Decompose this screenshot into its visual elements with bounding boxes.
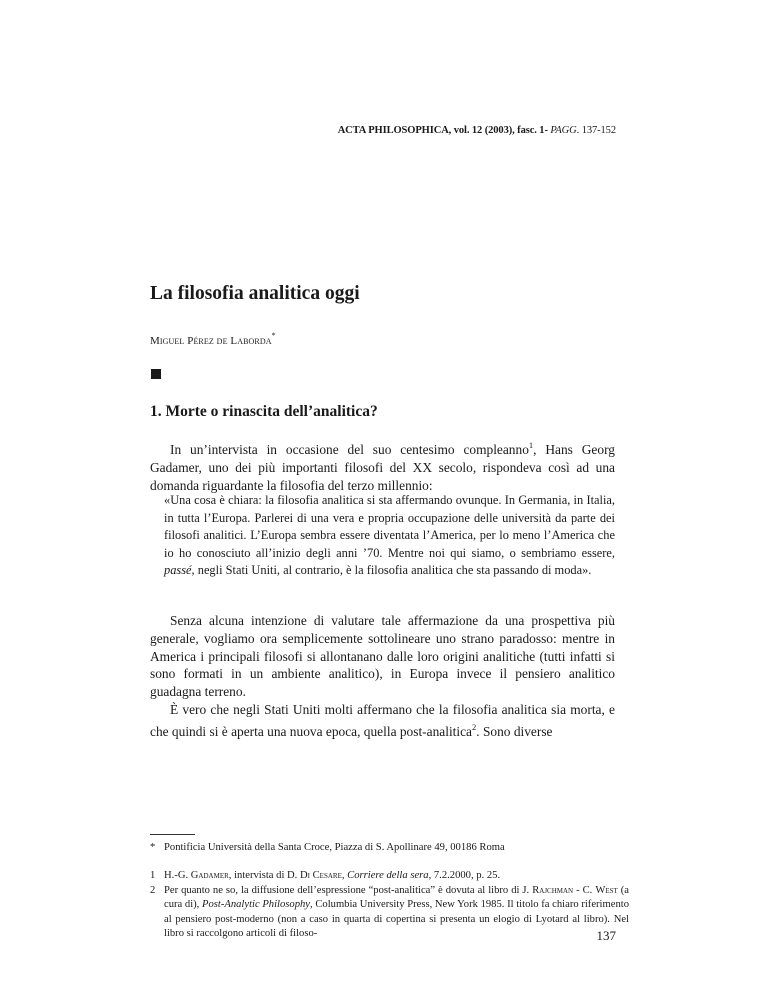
footnote-ref-1: 1 bbox=[528, 440, 534, 450]
page-range: . 137-152 bbox=[576, 125, 616, 136]
quote-emphasis: passé bbox=[164, 563, 192, 578]
pages-label: PAGG bbox=[550, 125, 577, 136]
page-number: 137 bbox=[596, 928, 616, 943]
footnote-2-text-a: Per quanto ne so, la diffusione dell’espressione “post-analitica” è dovuta al libro di J. bbox=[164, 885, 533, 896]
footnote-1-text-c: , bbox=[341, 870, 348, 881]
footnote-1 bbox=[150, 869, 629, 883]
author-footnote-mark: * bbox=[271, 331, 276, 340]
footnote-affiliation bbox=[150, 841, 615, 855]
article-title: La filosofia analitica oggi bbox=[150, 283, 360, 304]
quote-text-a: «Una cosa è chiara: la filosofia analitica si sta affermando ovunque. In Germania, in Italia, in tutta l’Europa. Parlerei di una vera e propria occupazione delle università da parte dei filosofi analitici. L’Europa sembra essere diventata l’America, per lo meno l’America che io ho conosciuto all’inizio degli anni ’70. Mentre noi qui siamo, o sembriamo essere, bbox=[164, 493, 615, 560]
footnote-2 bbox=[150, 884, 629, 941]
footnote-2-editor-1: Rajchman bbox=[532, 885, 574, 896]
author-name: Miguel Pérez de Laborda bbox=[150, 335, 272, 347]
footnote-2-text-b: - C. bbox=[573, 885, 596, 896]
footnote-2-editor-2: West bbox=[595, 885, 618, 896]
footnote-star-mark: * bbox=[150, 842, 156, 853]
footnote-ref-2: 2 bbox=[472, 721, 477, 732]
paragraph-2: Senza alcuna intenzione di valutare tale affermazione da una prospettiva più generale, vogliamo ora semplicemente sottolineare uno strano paradosso: mentre in America i principali filosofi si allontanano dalle loro origini analitiche (tutti infatti si sono formati in un ambiente analitico), in Europa invece il pensiero analitico guadagna terreno. bbox=[150, 613, 615, 700]
paragraph-1 bbox=[150, 437, 615, 494]
paragraph-3-text-a: È vero che negli Stati Uniti molti affermano che la filosofia analitica sia morta, e che quindi si è aperta una nuova epoca, quella post-analitica bbox=[150, 702, 615, 739]
paragraph-1-text-b: , Hans Georg Gadamer, uno dei più importanti filosofi del XX secolo, rispondeva così ad una domanda riguardante la filosofia del terzo millennio: bbox=[150, 442, 615, 493]
footnote-1-author: Gadamer bbox=[190, 870, 229, 881]
section-bullet-icon bbox=[151, 369, 161, 379]
running-header bbox=[300, 125, 616, 136]
footnote-1-text-a: H.-G. bbox=[164, 870, 191, 881]
author-line bbox=[150, 331, 276, 347]
gadamer-quote bbox=[164, 492, 615, 580]
footnote-1-source-title: Corriere della sera bbox=[347, 870, 429, 881]
footnote-1-interviewer: Di Cesare bbox=[299, 870, 342, 881]
section-heading: 1. Morte o rinascita dell’analitica? bbox=[150, 403, 378, 420]
paragraph-1-text-a: In un’intervista in occasione del suo centesimo compleanno bbox=[170, 442, 529, 457]
footnote-1-text-b: , intervista di D. bbox=[228, 870, 300, 881]
quote-text-b: , negli Stati Uniti, al contrario, è la filosofia analitica che sta passando di moda». bbox=[191, 563, 592, 578]
footnote-1-mark: 1 bbox=[150, 870, 156, 881]
footnote-2-text-d: , Columbia University Press, New York 1985. Il titolo fa chiaro riferimento al pensiero post-moderno (non a caso in quarta di copertina si presenta un elogio di Lyotard al libro). Nel libro si raccolgono articoli di filoso- bbox=[164, 899, 629, 939]
paragraph-3-text-b: . Sono diverse bbox=[476, 723, 553, 739]
footnote-1-text-d: , 7.2.2000, p. 25. bbox=[428, 870, 501, 881]
footnote-divider bbox=[150, 834, 195, 835]
paragraph-3 bbox=[150, 701, 615, 741]
journal-citation: ACTA PHILOSOPHICA, vol. 12 (2003), fasc. 1- bbox=[337, 125, 548, 136]
footnote-2-mark: 2 bbox=[150, 885, 156, 896]
footnote-affiliation-text: Pontificia Università della Santa Croce, Piazza di S. Apollinare 49, 00186 Roma bbox=[164, 842, 505, 853]
footnote-2-book-title: Post-Analytic Philosophy bbox=[202, 899, 311, 911]
footnote-2-text-c: (a cura di), bbox=[164, 885, 629, 911]
